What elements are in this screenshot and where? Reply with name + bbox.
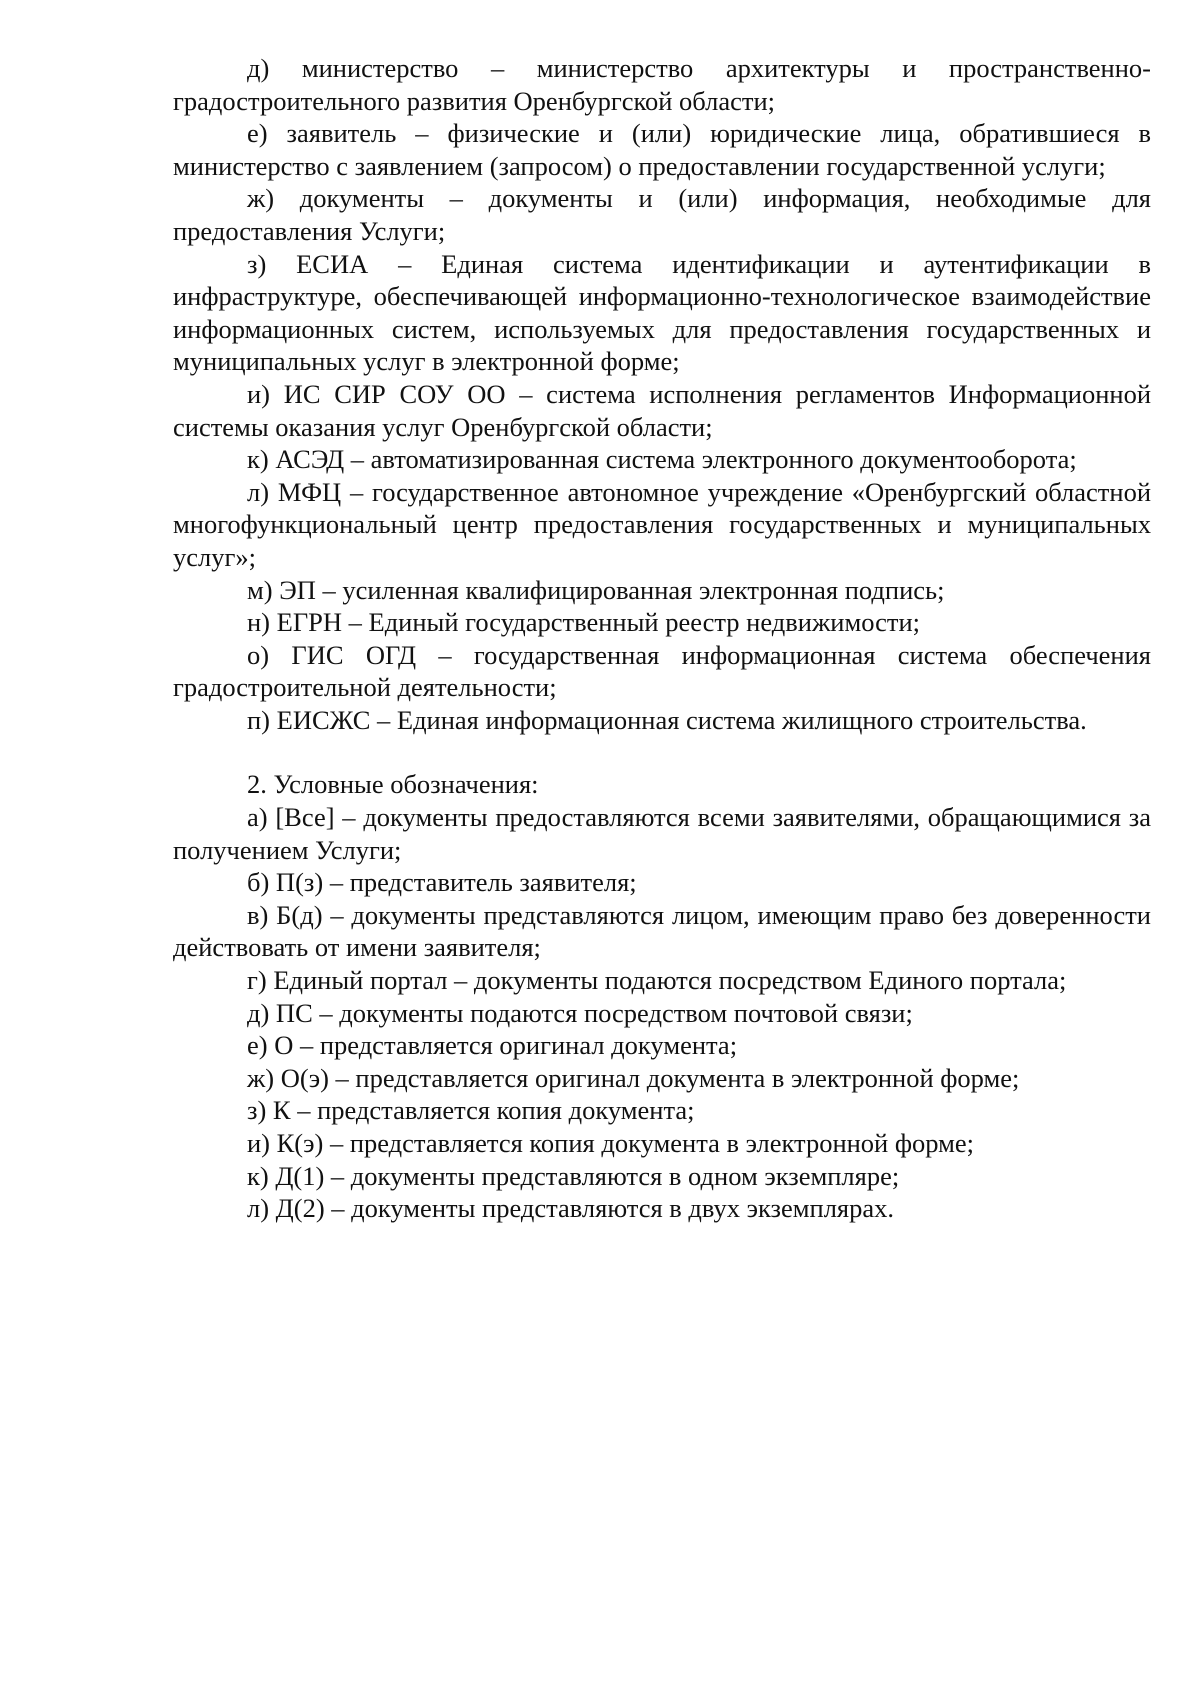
- legend-l: л) Д(2) – документы представляются в двух экземплярах.: [247, 1193, 894, 1224]
- definition-m: м) ЭП – усиленная квалифицированная электронная подпись;: [247, 574, 945, 605]
- legend-v: в) Б(д) – документы представляются лицом, имеющим право без доверенности действовать от имени заявителя;: [173, 899, 1151, 963]
- definition-l: л) МФЦ – государственное автономное учреждение «Оренбургский областной многофункциональный центр предоставления государственных и муниципальных услуг»;: [173, 476, 1151, 572]
- legend-i: и) К(э) – представляется копия документа в электронной форме;: [247, 1128, 975, 1158]
- definition-o: о) ГИС ОГД – государственная информационная система обеспечения градостроительной деятельности;: [173, 639, 1151, 703]
- legend-d: д) ПС – документы подаются посредством почтовой связи;: [247, 997, 913, 1028]
- definition-n: н) ЕГРН – Единый государственный реестр недвижимости;: [247, 607, 921, 638]
- definition-p: п) ЕИСЖС – Единая информационная система жилищного строительства.: [247, 704, 1087, 735]
- section-spacer: [173, 736, 1151, 768]
- legend-zh: ж) О(э) – представляется оригинал документа в электронной форме;: [247, 1062, 1020, 1093]
- section-heading: 2. Условные обозначения:: [247, 769, 539, 800]
- legend-e: е) О – представляется оригинал документа;: [247, 1030, 738, 1061]
- legend-a: а) [Все] – документы предоставляются всеми заявителями, обращающимися за получением Услуги;: [173, 802, 1151, 865]
- document-page: [173, 52, 1151, 1225]
- definition-z: з) ЕСИА – Единая система идентификации и аутентификации в инфраструктуре, обеспечивающей информационно-технологическое взаимодействие информационных систем, используемых для предоставления государственных и муниципальных услуг в электронной форме;: [173, 248, 1151, 377]
- definition-k: к) АСЭД – автоматизированная система электронного документооборота;: [247, 444, 1077, 475]
- definition-i: и) ИС СИР СОУ ОО – система исполнения регламентов Информационной системы оказания услуг Оренбургской области;: [173, 378, 1151, 442]
- legend-g: г) Единый портал – документы подаются посредством Единого портала;: [247, 965, 1067, 996]
- legend-b: б) П(з) – представитель заявителя;: [247, 867, 637, 898]
- definition-zh: ж) документы – документы и (или) информация, необходимые для предоставления Услуги;: [173, 183, 1151, 246]
- legend-z: з) К – представляется копия документа;: [247, 1095, 695, 1126]
- definition-d: д) министерство – министерство архитектуры и пространственно-градостроительного развития Оренбургской области;: [173, 53, 1151, 116]
- legend-k: к) Д(1) – документы представляются в одном экземпляре;: [247, 1160, 900, 1191]
- definition-e: е) заявитель – физические и (или) юридические лица, обратившиеся в министерство с заявлением (запросом) о предоставлении государственной услуги;: [173, 118, 1151, 181]
